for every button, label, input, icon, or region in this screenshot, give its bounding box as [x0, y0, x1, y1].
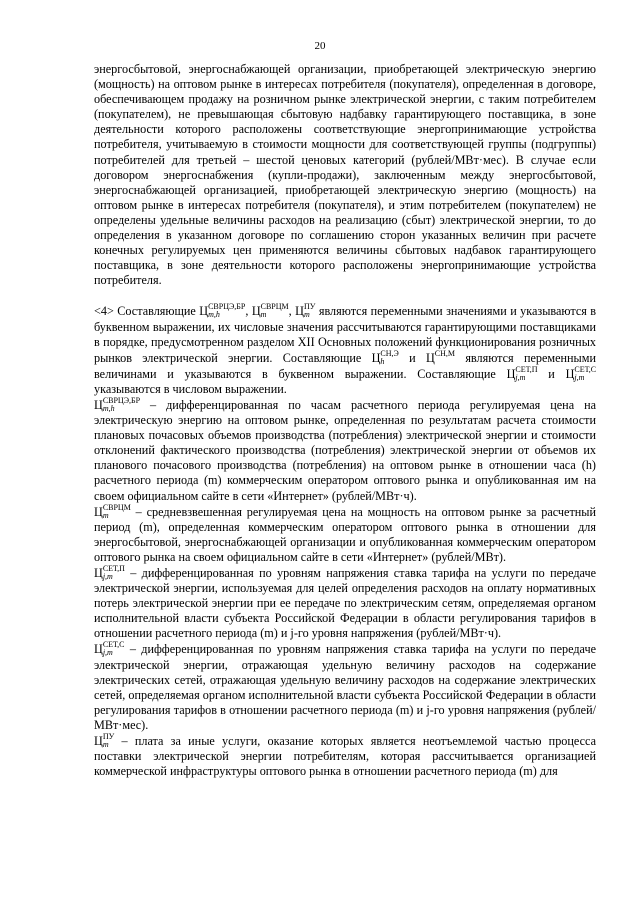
definition-setc: Ц СЕТ,С j,m – дифференцированная по уровням напряжения ставка тарифа на услуги по передаче электрической энергии, отражающая удельную величину расходов на содержание электрических сетей, отражающая удельную величину расходов на содержание электрических сетей, определяемая органом исполнительной власти субъекта Российской Федерации в области регулирования тарифов в отношении расчетного периода (m) и j-го уровня напряжения (рублей/МВт·мес).	[94, 640, 596, 732]
definition-svrcebr: Ц СВРЦЭ,БР m,h – дифференцированная по часам расчетного периода регулируемая цена на электрическую энергию на оптовом рынке, определенная по результатам расчета стоимости плановых почасовых объемов производства (потребления) электрической энергии и стоимости отклонений фактического производства (потребления) электрической энергии от объемов их планового почасового производства (потребления) на оптовом рынке в отношении часа (h) расчетного периода (m) коммерческим оператором оптового рынка и опубликованная им на своем официальном сайте в сети «Интернет» (рублей/МВт·ч).	[94, 395, 597, 503]
paragraph-footnote-4: <4> Составляющие Ц СВРЦЭ,БР m,h , Ц СВРЦМ m , Ц ПУ m являются переменными значениями и указываются в буквенном выражении, их числовые значения рассчитываются гарантирующими поставщиками в порядке, предусмотренном разделом XII Основных положений функционирования розничных рынков электрической энергии. Составляющие Ц СН,Э h и Ц СН,М являются переменными величинами и указываются в буквенном выражении. Составляющие Ц СЕТ,П j,m и Ц СЕТ,С j,m указываются в числовом выражении.	[94, 302, 597, 396]
symbol-price-svrcebr: Ц СВРЦЭ,БР m,h	[94, 395, 141, 413]
document-body	[94, 62, 596, 779]
symbol-price-setp: Ц СЕТ,П j,m	[94, 564, 125, 581]
footnote-4-text-1: являются переменными значениями и указываются в буквенном выражении, их числовые значения рассчитываются гарантирующими поставщиками в порядке, предусмотренном разделом XII Основных положений функционирования розничных рынков электрической энергии. Составляющие	[94, 304, 597, 365]
symbol-price-setp: Ц СЕТ,П j,m	[506, 364, 538, 382]
symbol-price-pu: Ц ПУ m	[295, 302, 316, 320]
symbol-price-sne: Ц СН,Э h	[371, 348, 399, 366]
footnote-4-text-2: являются переменными величинами и указываются в буквенном выражении. Составляющие	[94, 350, 596, 381]
symbol-price-pu: Ц ПУ m	[94, 732, 115, 750]
paragraph-sales-markup: энергосбытовой, энергоснабжающей организации, приобретающей электрическую энергию (мощность) на оптовом рынке в интересах потребителя (покупателя), определенная в договоре, обеспечивающем продажу на розничном рынке электрической энергии, с таким потребителем (покупателем), не превышающая сбытовую надбавку гарантирующего поставщика, в зоне деятельности которого расположены соответствующие энергопринимающие устройства потребителя, учитываемую в стоимости мощности для соответствующей группы (подгруппы) потребителей для третьей – шестой ценовых категорий (рублей/МВт·мес). В случае если договором энергоснабжения (купли-продажи), заключенным между энергосбытовой, энергоснабжающей организацией, приобретающей электрическую энергию (мощность) на оптовом рынке в интересах потребителя (покупателя), и этим потребителем (покупателем) не определены удельные величины расходов на реализацию (сбыт) электрической энергии, то до определения в указанном договоре по соглашению сторон указанных величин при расчете конечных регулируемых цен применяются величины сбытовых надбавок гарантирующего поставщика, в зоне деятельности которого расположены энергопринимающие устройства потребителя.	[94, 62, 596, 288]
symbol-price-svrcm: Ц СВРЦМ m	[94, 502, 131, 520]
page-number: 20	[314, 40, 326, 52]
symbol-price-snm: Ц СН,М	[425, 348, 456, 365]
footnote-4-text-3: указываются в числовом выражении.	[94, 381, 287, 396]
definition-svrcm: Ц СВРЦМ m – средневзвешенная регулируемая цена на мощность на оптовом рынке за расчетный период (m), определенная коммерческим оператором оптового рынка в отношении для энергосбытовой, энергоснабжающей организации и опубликованная коммерческим оператором оптового рынка на своем официальном сайте в сети «Интернет» (рублей/МВт).	[94, 502, 596, 564]
paragraph-gap	[94, 288, 596, 303]
symbol-price-svrcm: Ц СВРЦМ m	[251, 302, 289, 320]
symbol-price-svrcebr: Ц СВРЦЭ,БР m,h	[199, 302, 246, 320]
definition-setp: Ц СЕТ,П j,m – дифференцированная по уровням напряжения ставка тарифа на услуги по передаче электрической энергии, используемая для целей определения расходов на оплату нормативных потерь электрической энергии при ее передаче по электрическим сетям, определяемая органом исполнительной власти субъекта Российской Федерации в области регулирования тарифов в отношении расчетного периода (m) и j-го уровня напряжения (рублей/МВт·ч).	[94, 564, 596, 641]
symbol-price-setc: Ц СЕТ,С j,m	[565, 364, 597, 382]
definition-pu: Ц ПУ m – плата за иные услуги, оказание которых является неотъемлемой частью процесса поставки электрической энергии потребителям, которая рассчитывается организацией коммерческой инфраструктуры оптового рынка в отношении расчетного периода (m) для	[94, 732, 597, 779]
symbol-price-setc: Ц СЕТ,С j,m	[94, 640, 125, 658]
footnote-4-lead: <4> Составляющие	[94, 304, 196, 319]
